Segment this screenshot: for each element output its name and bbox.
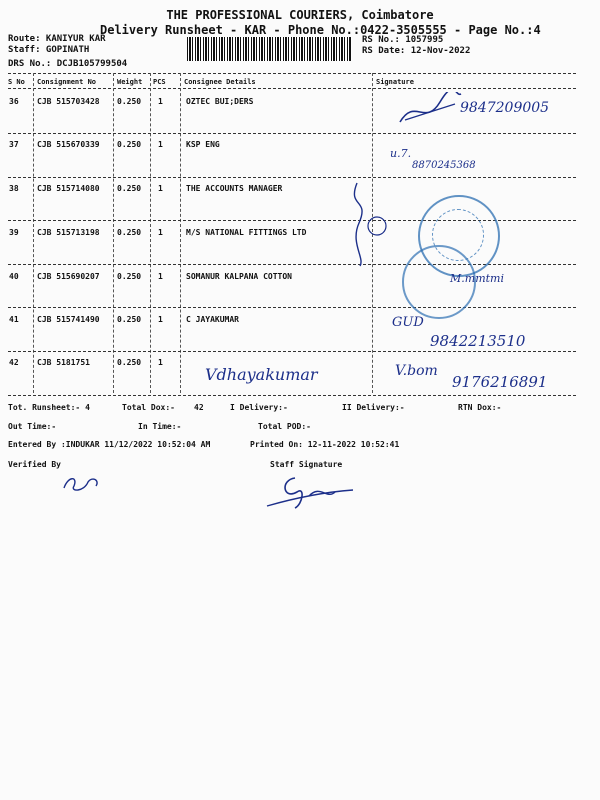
row-rule [8, 351, 576, 352]
row-consignment: CJB 515703428 [37, 97, 100, 106]
entered-by: Entered By :INDUKAR 11/12/2022 10:52:04 AM [8, 440, 211, 449]
staff-signature [265, 470, 357, 512]
row-rule [8, 177, 576, 178]
in-time: In Time:- [138, 422, 182, 431]
barcode [187, 37, 352, 61]
row-pcs: 1 [158, 272, 163, 281]
handwritten-phone: 9176216891 [452, 373, 548, 391]
total-dox-label: Total Dox:- [122, 403, 175, 412]
row-consignment: CJB 515714080 [37, 184, 100, 193]
row-weight: 0.250 [117, 97, 142, 106]
col-signature: Signature [376, 78, 414, 86]
verified-by: Verified By [8, 460, 61, 469]
ii-delivery: II Delivery:- [342, 403, 405, 412]
row-consignee: THE ACCOUNTS MANAGER [186, 184, 283, 193]
rtn-dox: RTN Dox:- [458, 403, 502, 412]
row-pcs: 1 [158, 228, 163, 237]
row-rule [8, 395, 576, 396]
row-consignment: CJB 5181751 [37, 358, 90, 367]
row-consignee: C JAYAKUMAR [186, 315, 239, 324]
row-pcs: 1 [158, 97, 163, 106]
row-pcs: 1 [158, 140, 163, 149]
row-consignee: SOMANUR KALPANA COTTON [186, 272, 292, 281]
row-consignment: CJB 515670339 [37, 140, 100, 149]
row-weight: 0.250 [117, 228, 142, 237]
row-consignee: OZTEC BUI;DERS [186, 97, 254, 106]
row-sno: 39 [9, 228, 19, 237]
row-weight: 0.250 [117, 140, 142, 149]
row-sno: 40 [9, 272, 19, 281]
col-sno: S No [8, 78, 25, 86]
row-consignment: CJB 515713198 [37, 228, 100, 237]
handwritten-signature: V.bom [395, 363, 438, 379]
total-dox-value: 42 [194, 403, 204, 412]
row-consignee: M/S NATIONAL FITTINGS LTD [186, 228, 307, 237]
signature-scribble [395, 92, 465, 127]
row-rule [8, 264, 576, 265]
staff-label: Staff: GOPINATH [8, 45, 90, 55]
total-pod: Total POD:- [258, 422, 311, 431]
signature-scribble [345, 178, 395, 268]
header-rule-top [8, 73, 576, 74]
row-consignment: CJB 515690207 [37, 272, 100, 281]
row-sno: 41 [9, 315, 19, 324]
handwritten-phone: 9842213510 [430, 332, 526, 350]
rs-number: RS No.: 1057995 [362, 35, 444, 45]
drs-number: DRS No.: DCJB105799504 [8, 59, 128, 69]
row-sno: 36 [9, 97, 19, 106]
col-consignment: Consignment No [37, 78, 97, 86]
col-weight: Weight [117, 78, 143, 86]
row-weight: 0.250 [117, 184, 142, 193]
row-weight: 0.250 [117, 272, 142, 281]
verifier-signature [60, 472, 105, 494]
row-pcs: 1 [158, 358, 163, 367]
row-rule [8, 133, 576, 134]
rs-date: RS Date: 12-Nov-2022 [362, 46, 471, 56]
printed-on: Printed On: 12-11-2022 10:52:41 [250, 440, 400, 449]
i-delivery: I Delivery:- [230, 403, 288, 412]
row-sno: 42 [9, 358, 19, 367]
staff-signature-label: Staff Signature [270, 460, 343, 469]
runsheet-subtitle: Delivery Runsheet - KAR - Phone No.:0422-3505555 - Page No.:4 [100, 23, 541, 37]
col-divider [150, 73, 151, 393]
handwritten-signature: M.mmtmi [450, 272, 504, 285]
header-rule-bottom [8, 88, 576, 89]
row-weight: 0.250 [117, 358, 142, 367]
handwritten-initials: GUD [392, 315, 424, 330]
row-consignee: KSP ENG [186, 140, 220, 149]
row-weight: 0.250 [117, 315, 142, 324]
handwritten-initials: u.7. [390, 147, 412, 160]
row-sno: 37 [9, 140, 19, 149]
row-sno: 38 [9, 184, 19, 193]
col-consignee: Consignee Details [184, 78, 256, 86]
handwritten-phone: 8870245368 [412, 160, 476, 171]
col-divider [180, 73, 181, 393]
company-title: THE PROFESSIONAL COURIERS, Coimbatore [166, 8, 434, 22]
row-rule [8, 307, 576, 308]
out-time: Out Time:- [8, 422, 57, 431]
row-pcs: 1 [158, 315, 163, 324]
tot-runsheet: Tot. Runsheet:- 4 [8, 403, 90, 412]
col-divider [33, 73, 34, 393]
handwritten-phone: 9847209005 [460, 100, 550, 116]
row-consignment: CJB 515741490 [37, 315, 100, 324]
col-divider [113, 73, 114, 393]
col-pcs: PCS [153, 78, 166, 86]
handwritten-name: Vdhayakumar [205, 365, 318, 384]
row-pcs: 1 [158, 184, 163, 193]
route-label: Route: KANIYUR KAR [8, 34, 106, 44]
